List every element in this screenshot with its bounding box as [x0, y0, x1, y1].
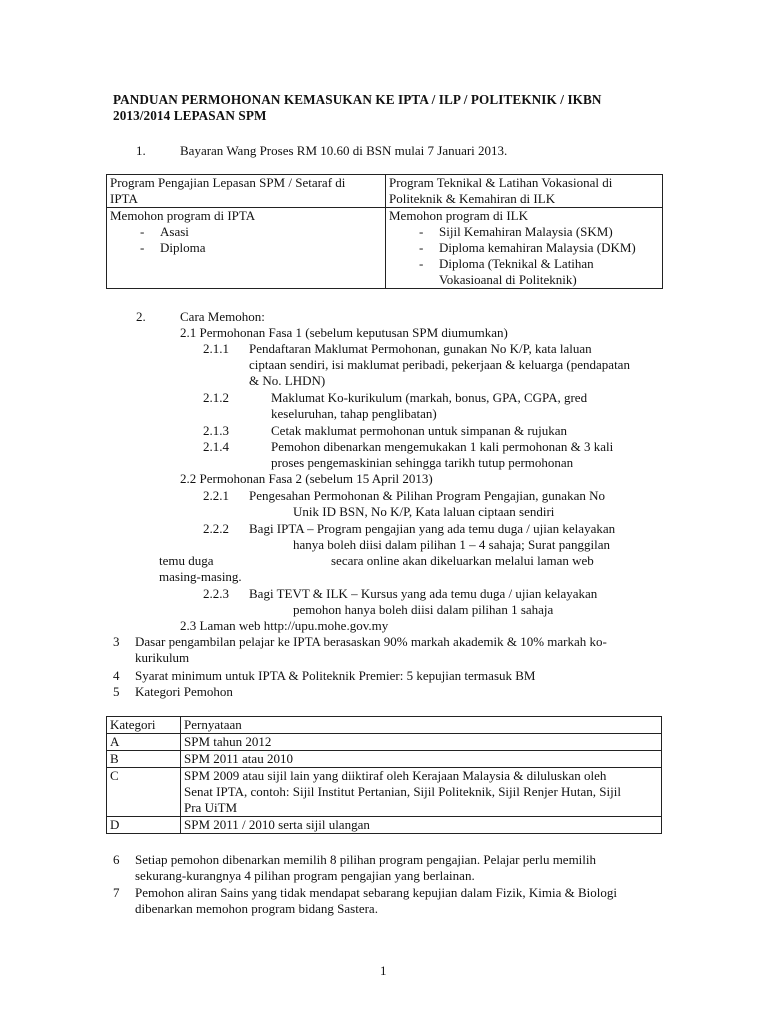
section-2-2-2-line4: masing-masing.: [159, 569, 242, 584]
statement-line: SPM 2011 / 2010 serta sijil ulangan: [184, 817, 370, 832]
list-item: - Diploma (Teknikal & Latihan Vokasioanal di Politeknik): [389, 256, 659, 288]
statement-line: Senat IPTA, contoh: Sijil Institut Pertanian, Sijil Politeknik, Sijil Renjer Hutan, Sijil: [184, 784, 621, 799]
section-2-2-1-line1: Pengesahan Permohonan & Pilihan Program Pengajian, gunakan No: [249, 488, 605, 503]
ilk-item-diploma-line2: Vokasioanal di Politeknik): [439, 272, 577, 287]
statement-cell: [181, 817, 662, 834]
table-row: [107, 717, 662, 734]
section-2-1-1-line3: & No. LHDN): [249, 373, 326, 388]
section-2-2-1-line2: Unik ID BSN, No K/P, Kata laluan ciptaan sendiri: [293, 504, 555, 519]
section-2-2-3-number: 2.2.3: [203, 586, 229, 601]
document-title-line2: 2013/2014 LEPASAN SPM: [113, 108, 267, 123]
document-title-line1: PANDUAN PERMOHONAN KEMASUKAN KE IPTA / ILP / POLITEKNIK / IKBN: [113, 92, 602, 107]
statement-line: Pra UiTM: [184, 800, 238, 815]
statement-cell: [181, 734, 662, 751]
item6-line1: Setiap pemohon dibenarkan memilih 8 pilihan program pengajian. Pelajar perlu memilih: [135, 852, 597, 867]
category-cell: C: [107, 768, 181, 817]
list-item: - Diploma: [140, 240, 206, 255]
table-row: [107, 734, 662, 751]
section-2-2-2-line3a: temu duga: [159, 553, 214, 568]
header-ilk-line1: Program Teknikal & Latihan Vokasional di: [389, 175, 613, 190]
section-2-1-2-number: 2.1.2: [203, 390, 229, 405]
item1-number: 1.: [136, 143, 146, 158]
program-table: [106, 174, 663, 289]
ipta-item-diploma: Diploma: [160, 240, 206, 255]
program-table-header-ilk: [386, 175, 663, 208]
ilk-item-diploma-line1: Diploma (Teknikal & Latihan: [439, 256, 594, 271]
category-table: [106, 716, 662, 834]
item4-text: Syarat minimum untuk IPTA & Politeknik Premier: 5 kepujian termasuk BM: [135, 668, 536, 683]
program-table-ilk-cell: [386, 208, 663, 289]
statement-line: SPM tahun 2012: [184, 734, 272, 749]
list-item: - Asasi: [140, 224, 189, 239]
section-2-2-3-line1: Bagi TEVT & ILK – Kursus yang ada temu duga / ujian kelayakan: [249, 586, 598, 601]
section-2-1-2-line1: Maklumat Ko-kurikulum (markah, bonus, GPA, CGPA, gred: [271, 390, 588, 405]
section-2-2: 2.2 Permohonan Fasa 2 (sebelum 15 April 2013): [180, 471, 433, 486]
section2-number: 2.: [136, 309, 146, 324]
section-2-1-2-line2: keseluruhan, tahap penglibatan): [271, 406, 437, 421]
table-row: [107, 751, 662, 768]
section-2-2-2-line3b: secara online akan dikeluarkan melalui laman web: [331, 553, 594, 568]
table-row: [107, 768, 662, 817]
section-2-1-1-line1: Pendaftaran Maklumat Permohonan, gunakan No K/P, kata laluan: [249, 341, 592, 356]
item3-line2: kurikulum: [135, 650, 190, 665]
section-2-1-1-number: 2.1.1: [203, 341, 229, 356]
item3-number: 3: [113, 634, 120, 649]
category-header-pernyataan: Pernyataan: [181, 717, 662, 734]
category-cell: B: [107, 751, 181, 768]
section-2-1-4-line2: proses pengemaskinian sehingga tarikh tutup permohonan: [271, 455, 574, 470]
ilk-item-skm: Sijil Kemahiran Malaysia (SKM): [439, 224, 613, 239]
header-ipta-line1: Program Pengajian Lepasan SPM / Setaraf di: [110, 175, 346, 190]
item5-number: 5: [113, 684, 120, 699]
section-2-3-website: 2.3 Laman web http://upu.mohe.gov.my: [180, 618, 389, 633]
item5-text: Kategori Pemohon: [135, 684, 233, 699]
section-2-1-1-line2: ciptaan sendiri, isi maklumat peribadi, pekerjaan & keluarga (pendapatan: [249, 357, 630, 372]
ipta-item-asasi: Asasi: [160, 224, 189, 239]
section-2-2-1-number: 2.2.1: [203, 488, 229, 503]
item7-number: 7: [113, 885, 120, 900]
item4-number: 4: [113, 668, 120, 683]
program-table-header-ipta: [107, 175, 386, 208]
section-2-1-4-number: 2.1.4: [203, 439, 229, 454]
item6-number: 6: [113, 852, 120, 867]
category-cell: D: [107, 817, 181, 834]
program-table-ipta-cell: [107, 208, 386, 289]
section-2-1-3-line1: Cetak maklumat permohonan untuk simpanan & rujukan: [271, 423, 568, 438]
statement-cell: [181, 768, 662, 817]
item7-line1: Pemohon aliran Sains yang tidak mendapat sebarang kepujian dalam Fizik, Kimia & Biologi: [135, 885, 617, 900]
category-cell: A: [107, 734, 181, 751]
section-2-2-2-number: 2.2.2: [203, 521, 229, 536]
item3-line1: Dasar pengambilan pelajar ke IPTA berasaskan 90% markah akademik & 10% markah ko-: [135, 634, 607, 649]
section-2-1-4-line1: Pemohon dibenarkan mengemukakan 1 kali permohonan & 3 kali: [271, 439, 614, 454]
program-table-header-row: [107, 175, 663, 208]
ilk-cell-title: Memohon program di ILK: [389, 208, 529, 223]
ipta-cell-title: Memohon program di IPTA: [110, 208, 256, 223]
section-2-2-3-line2: pemohon hanya boleh diisi dalam pilihan 1 sahaja: [293, 602, 554, 617]
item6-line2: sekurang-kurangnya 4 pilihan program pengajian yang berlainan.: [135, 868, 475, 883]
statement-line: SPM 2009 atau sijil lain yang diiktiraf oleh Kerajaan Malaysia & diluluskan oleh: [184, 768, 607, 783]
section-2-1-3-number: 2.1.3: [203, 423, 229, 438]
list-item: - Sijil Kemahiran Malaysia (SKM): [419, 224, 613, 239]
ilk-item-dkm: Diploma kemahiran Malaysia (DKM): [439, 240, 636, 255]
header-ilk-line2: Politeknik & Kemahiran di ILK: [389, 191, 556, 206]
statement-cell: [181, 751, 662, 768]
list-item: - Diploma kemahiran Malaysia (DKM): [419, 240, 636, 255]
header-ipta-line2: IPTA: [110, 191, 138, 206]
table-row: [107, 817, 662, 834]
section-2-2-2-line2: hanya boleh diisi dalam pilihan 1 – 4 sahaja; Surat panggilan: [293, 537, 610, 552]
page-number: 1: [380, 963, 387, 978]
section2-heading: Cara Memohon:: [180, 309, 265, 324]
statement-line: SPM 2011 atau 2010: [184, 751, 293, 766]
item7-line2: dibenarkan memohon program bidang Sastera.: [135, 901, 378, 916]
program-table-body-row: [107, 208, 663, 289]
item1-text: Bayaran Wang Proses RM 10.60 di BSN mulai 7 Januari 2013.: [180, 143, 508, 158]
section-2-1: 2.1 Permohonan Fasa 1 (sebelum keputusan SPM diumumkan): [180, 325, 508, 340]
section-2-2-2-line1: Bagi IPTA – Program pengajian yang ada temu duga / ujian kelayakan: [249, 521, 616, 536]
category-header-kategori: Kategori: [107, 717, 181, 734]
